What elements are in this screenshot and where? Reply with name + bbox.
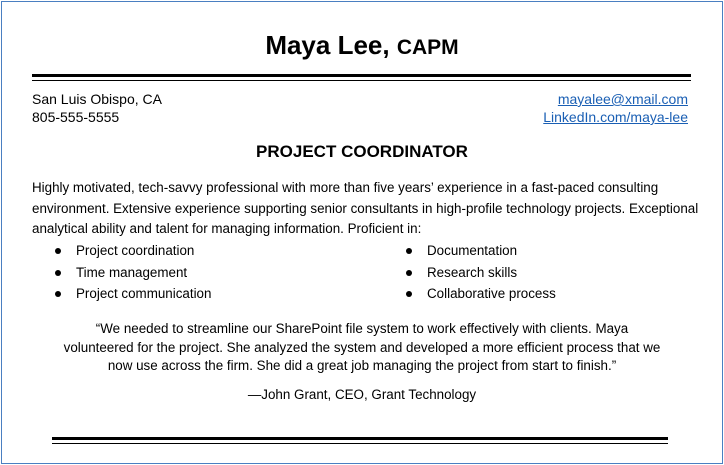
testimonial-attribution: —John Grant, CEO, Grant Technology — [247, 387, 477, 402]
skill-item: Collaborative process — [403, 283, 556, 305]
resume-name — [0, 30, 724, 63]
contact-block-left — [32, 90, 162, 126]
skill-item: Research skills — [403, 262, 556, 284]
skills-list-left — [52, 240, 211, 305]
phone-text: 805-555-5555 — [32, 109, 120, 125]
header-divider — [32, 74, 691, 81]
job-title-heading: PROJECT COORDINATOR — [256, 142, 468, 161]
location-text: San Luis Obispo, CA — [32, 91, 162, 107]
email-link[interactable]: mayalee@xmail.com — [557, 91, 688, 107]
contact-block-right — [543, 90, 688, 126]
summary-paragraph: Highly motivated, tech-savvy professional with more than five years’ experience in a fast-paced consulting environment. Extensive experience supporting senior consultants in high-profile technology projects. Exceptional analytical ability and talent for managing information. Proficient in: — [32, 180, 699, 236]
name-text: Maya Lee, — [265, 30, 390, 60]
skill-item: Documentation — [403, 240, 556, 262]
skills-list-right — [403, 240, 556, 305]
credential-text: CAPM — [396, 36, 459, 59]
skill-item: Time management — [52, 262, 211, 284]
testimonial-quote: “We needed to streamline our SharePoint file system to work effectively with clients. Maya volunteered for the project. She analyzed the system and developed a more efficient process that we now use across the firm. She did a great job managing the project from start to finish.” — [63, 321, 661, 373]
skill-item: Project communication — [52, 283, 211, 305]
footer-divider — [52, 437, 668, 444]
skill-item: Project coordination — [52, 240, 211, 262]
linkedin-link[interactable]: LinkedIn.com/maya-lee — [543, 109, 688, 125]
